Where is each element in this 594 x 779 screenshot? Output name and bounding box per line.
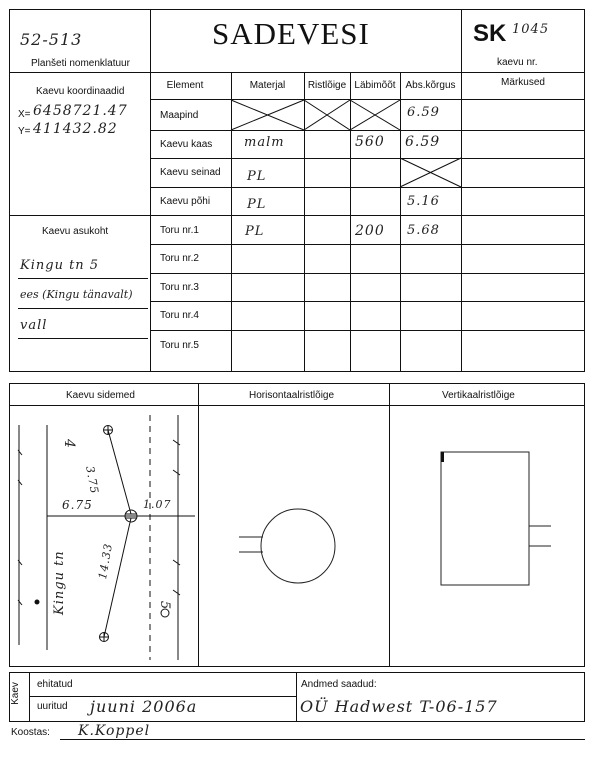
location-text-2: ees (Kingu tänavalt) — [20, 288, 133, 301]
kaas-labimoot: 560 — [355, 134, 385, 150]
toru1-abs: 5.68 — [407, 223, 440, 238]
author-label: Koostas: — [11, 727, 50, 738]
sk-number: 1045 — [512, 22, 550, 37]
row-label-toru-2: Toru nr.2 — [160, 253, 199, 264]
toru1-labimoot: 200 — [355, 223, 385, 239]
sketch-mark-bottom: 5 — [157, 600, 173, 611]
pohi-materjal: PL — [247, 197, 267, 212]
header-markused: Märkused — [501, 77, 545, 88]
row-label-toru-3: Toru nr.3 — [160, 282, 199, 293]
author-value: K.Koppel — [78, 723, 151, 739]
vertical-corner-mark — [441, 452, 444, 462]
seinad-materjal: PL — [247, 169, 267, 184]
form-title: SADEVESI — [212, 16, 370, 51]
author-line — [60, 739, 585, 740]
sketch-bottom-length: 14.33 — [96, 542, 116, 581]
toru1-materjal: PL — [245, 224, 265, 239]
kaas-materjal: malm — [244, 135, 285, 150]
maapind-abs: 6.59 — [407, 105, 440, 120]
sketch-distance-right: 1.07 — [143, 498, 172, 511]
built-label: ehitatud — [37, 679, 73, 690]
horizontal-label: Horisontaalristlõige — [249, 390, 335, 401]
location-label: Kaevu asukoht — [42, 226, 109, 237]
sheet-label: Planšeti nomenklatuur — [31, 58, 130, 69]
sheet-code: 52-513 — [20, 30, 83, 49]
kaas-abs: 6.59 — [405, 134, 441, 150]
measured-label: uuritud — [37, 701, 68, 712]
row-label-toru-5: Toru nr.5 — [160, 340, 199, 351]
header-materjal: Materjal — [249, 80, 286, 91]
header-element: Element — [166, 80, 204, 91]
location-text-1: Kingu tn 5 — [20, 258, 100, 273]
row-label-kaevu-seinad: Kaevu seinad — [160, 167, 221, 178]
kaev-label: Kaev — [9, 682, 21, 705]
header-labimoot: Läbimõõt — [354, 80, 396, 91]
sketch-street-name: Kingu tn — [52, 550, 67, 615]
sketch-top-length: 3.75 — [83, 465, 101, 496]
sketch-mark-top: 4 — [60, 439, 77, 449]
footer-kaev-divider — [29, 672, 30, 722]
header-ristloige: Ristlõige — [307, 80, 347, 91]
x-value: 6458721.47 — [33, 103, 128, 119]
location-text-3: vall — [20, 318, 48, 333]
sk-prefix: SK — [473, 20, 507, 47]
manhole-vertical-rect — [441, 452, 529, 585]
x-prefix: X= — [18, 109, 31, 120]
row-label-kaevu-pohi: Kaevu põhi — [160, 196, 211, 207]
coordinates-label: Kaevu koordinaadid — [36, 86, 125, 97]
data-label: Andmed saadud: — [301, 679, 377, 690]
pohi-abs: 5.16 — [407, 194, 440, 209]
vertical-label: Vertikaalristlõige — [442, 390, 515, 401]
row-label-toru-1: Toru nr.1 — [160, 225, 199, 236]
header-abs: Abs.kõrgus — [405, 80, 456, 91]
sk-label: kaevu nr. — [497, 57, 538, 68]
footer-main-divider — [296, 672, 297, 722]
y-prefix: Y= — [18, 126, 31, 137]
row-label-toru-4: Toru nr.4 — [160, 310, 199, 321]
data-value: OÜ Hadwest T-06-157 — [300, 697, 498, 716]
connections-label: Kaevu sidemed — [66, 390, 135, 401]
sketch-distance-left: 6.75 — [62, 498, 93, 512]
row-label-kaevu-kaas: Kaevu kaas — [160, 139, 213, 150]
measured-value: juuni 2006a — [90, 697, 198, 716]
y-value: 411432.82 — [33, 121, 118, 137]
row-label-maapind: Maapind — [160, 110, 199, 121]
